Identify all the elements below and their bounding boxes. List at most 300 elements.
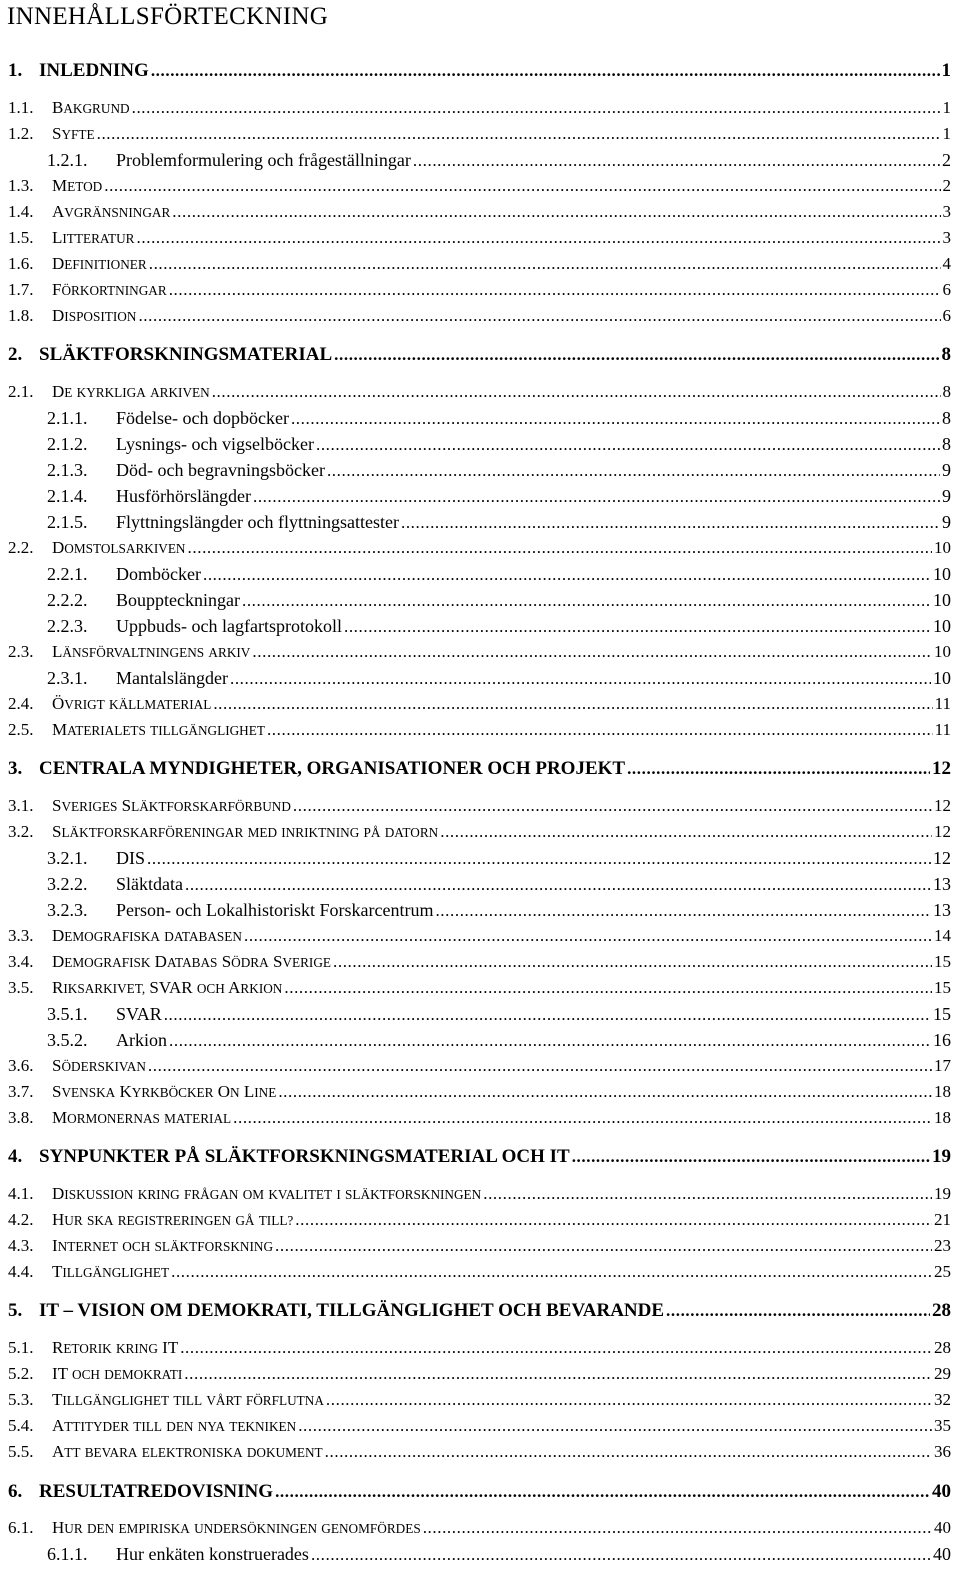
toc-entry-number: 1.3. (8, 176, 34, 195)
toc-entry-page: 40 (932, 1481, 951, 1502)
toc-entry-number: 2.3. (8, 642, 34, 661)
dot-leader (316, 435, 940, 455)
toc-entry-title: Död- och begravningsböcker (116, 460, 325, 480)
toc-entry-label (8, 1442, 323, 1463)
toc-entry-number: 3.5.2. (47, 1030, 88, 1050)
toc-entry-number: 2.3.1. (47, 668, 88, 688)
toc-entry-number: 2.2.1. (47, 564, 88, 584)
toc-entry[interactable] (0, 848, 960, 869)
toc-entry-number: 3.2.1. (47, 848, 88, 868)
toc-entry-label (47, 460, 325, 480)
dot-leader (293, 796, 932, 816)
toc-entry-label (8, 344, 332, 366)
toc-entry[interactable] (0, 1518, 960, 1539)
toc-entry-title: Lysnings- och vigselböcker (116, 434, 314, 454)
toc-entry-page: 8 (942, 382, 951, 401)
toc-entry-label (8, 1210, 293, 1231)
dot-leader (311, 1545, 931, 1565)
dot-leader (278, 1082, 932, 1102)
toc-entry[interactable] (0, 306, 960, 327)
toc-entry-number: 2.1.3. (47, 460, 88, 480)
dot-leader (275, 1481, 930, 1503)
dot-leader (164, 1005, 931, 1025)
toc-entry[interactable] (0, 60, 960, 82)
toc-entry[interactable] (0, 512, 960, 533)
toc-entry[interactable] (0, 1338, 960, 1359)
toc-entry-title: ATT BEVARA ELEKTRONISKA DOKUMENT (52, 1442, 323, 1461)
toc-entry-label (8, 952, 331, 973)
toc-entry-number: 5.2. (8, 1364, 34, 1383)
toc-entry[interactable] (0, 1030, 960, 1051)
toc-entry-number: 1.5. (8, 228, 34, 247)
toc-entry-title: IT OCH DEMOKRATI (52, 1364, 183, 1383)
toc-entry-title: DEFINITIONER (52, 254, 147, 273)
toc-entry-title: SLÄKTFORSKARFÖRENINGAR MED INRIKTNING PÅ DATORN (52, 822, 439, 841)
dot-leader (284, 978, 932, 998)
toc-entry-page: 9 (942, 486, 951, 506)
toc-entry[interactable] (0, 1442, 960, 1463)
toc-entry-title: IT – VISION OM DEMOKRATI, TILLGÄNGLIGHET OCH BEVARANDE (39, 1300, 665, 1321)
toc-entry-number: 2.2. (8, 538, 34, 557)
toc-entry[interactable] (0, 694, 960, 715)
toc-entry-title: FÖRKORTNINGAR (52, 280, 167, 299)
toc-entry-label (47, 900, 433, 920)
toc-entry-page: 15 (934, 978, 951, 997)
toc-entry[interactable] (0, 668, 960, 689)
toc-entry[interactable] (0, 344, 960, 366)
toc-entry[interactable] (0, 1364, 960, 1385)
toc-entry-label (8, 1338, 178, 1359)
toc-entry-page: 40 (934, 1518, 951, 1537)
toc-entry[interactable] (0, 538, 960, 559)
dot-leader (132, 98, 941, 118)
toc-entry[interactable] (0, 1481, 960, 1503)
toc-entry-page: 19 (932, 1146, 951, 1167)
toc-entry-number: 3. (8, 758, 23, 779)
toc-entry-number: 5. (8, 1300, 23, 1321)
toc-entry-page: 10 (933, 616, 951, 636)
toc-entry-page: 10 (934, 642, 951, 661)
toc-entry-title: SYFTE (52, 124, 95, 143)
dot-leader (180, 1338, 932, 1358)
toc-entry-number: 2.5. (8, 720, 34, 739)
toc-entry-title: Bouppteckningar (116, 590, 240, 610)
dot-leader (325, 1442, 932, 1462)
toc-entry-page: 12 (932, 758, 951, 779)
toc-entry-title: Problemformulering och frågeställningar (116, 150, 411, 170)
dot-leader (401, 513, 940, 533)
toc-entry-page: 35 (934, 1416, 951, 1435)
toc-entry-label (8, 1300, 664, 1322)
toc-entry-label (8, 1390, 324, 1411)
toc-entry-number: 1.2.1. (47, 150, 88, 170)
dot-leader (242, 591, 931, 611)
toc-entry-page: 15 (933, 1004, 951, 1024)
toc-entry-number: 1.6. (8, 254, 34, 273)
toc-entry-label (8, 254, 147, 275)
toc-entry[interactable] (0, 150, 960, 171)
toc-entry-number: 1. (8, 60, 23, 81)
toc-entry-label (8, 642, 250, 663)
toc-entry[interactable] (0, 822, 960, 843)
toc-entry-label (8, 176, 102, 197)
toc-entry-number: 1.7. (8, 280, 34, 299)
toc-entry[interactable] (0, 382, 960, 403)
toc-entry-number: 3.5.1. (47, 1004, 88, 1024)
toc-entry[interactable] (0, 952, 960, 973)
toc-entry[interactable] (0, 1300, 960, 1322)
toc-entry[interactable] (0, 1262, 960, 1283)
toc-entry-page: 17 (934, 1056, 951, 1075)
toc-entry-title: METOD (52, 176, 103, 195)
dot-leader (151, 60, 940, 82)
toc-entry-title: SÖDERSKIVAN (52, 1056, 146, 1075)
dot-leader (295, 1210, 932, 1230)
toc-entry-number: 2.1.5. (47, 512, 88, 532)
toc-entry-label (8, 280, 167, 301)
page-title: INNEHÅLLSFÖRTECKNING (7, 3, 329, 30)
toc-entry-title: Mantalslängder (116, 668, 228, 688)
dot-leader (413, 151, 940, 171)
toc-entry[interactable] (0, 460, 960, 481)
toc-entry-number: 5.3. (8, 1390, 34, 1409)
dot-leader (169, 1031, 931, 1051)
toc-entry-page: 18 (934, 1108, 951, 1127)
dot-leader (185, 875, 931, 895)
toc-entry-title: DEMOGRAFISKA DATABASEN (52, 926, 242, 945)
toc-entry-title: Husförhörslängder (116, 486, 251, 506)
toc-entry[interactable] (0, 796, 960, 817)
toc-entry-label (8, 978, 282, 999)
toc-entry-title: MORMONERNAS MATERIAL (52, 1108, 232, 1127)
toc-entry-title: SVERIGES SLÄKTFORSKARFÖRBUND (52, 796, 291, 815)
toc-entry[interactable] (0, 616, 960, 637)
toc-entry-page: 2 (942, 176, 951, 195)
toc-entry-number: 3.4. (8, 952, 34, 971)
toc-entry-title: Hur enkäten konstruerades (116, 1544, 309, 1564)
toc-entry-number: 5.1. (8, 1338, 34, 1357)
toc-entry-number: 3.8. (8, 1108, 34, 1127)
toc-entry-page: 21 (934, 1210, 951, 1229)
toc-entry-number: 4.2. (8, 1210, 34, 1229)
toc-entry-title: CENTRALA MYNDIGHETER, ORGANISATIONER OCH PROJEKT (39, 758, 626, 779)
toc-entry-page: 8 (941, 344, 951, 365)
toc-entry-label (8, 1364, 182, 1385)
toc-entry-label (8, 228, 135, 249)
toc-entry-number: 3.7. (8, 1082, 34, 1101)
toc-entry[interactable] (0, 1390, 960, 1411)
toc-entry[interactable] (0, 124, 960, 145)
toc-entry[interactable] (0, 720, 960, 741)
dot-leader (291, 409, 940, 429)
toc-entry[interactable] (0, 1236, 960, 1257)
toc-entry-page: 10 (933, 590, 951, 610)
toc-entry-label (8, 124, 95, 145)
toc-entry-label (8, 1518, 421, 1539)
toc-entry-page: 6 (942, 280, 951, 299)
toc-entry[interactable] (0, 1146, 960, 1168)
toc-entry-page: 10 (933, 564, 951, 584)
dot-leader (423, 1518, 932, 1538)
toc-entry-title: Uppbuds- och lagfartsprotokoll (116, 616, 342, 636)
toc-entry-title: RESULTATREDOVISNING (39, 1481, 274, 1502)
toc-entry-page: 15 (934, 952, 951, 971)
dot-leader (230, 669, 931, 689)
toc-entry-title: TILLGÄNGLIGHET (52, 1262, 170, 1281)
toc-entry-page: 18 (934, 1082, 951, 1101)
toc-entry-title: BAKGRUND (52, 98, 130, 117)
toc-entry-label (8, 1481, 273, 1503)
toc-entry-page: 32 (934, 1390, 951, 1409)
toc-entry-title: MATERIALETS TILLGÄNGLIGHET (52, 720, 265, 739)
toc-entry-page: 3 (942, 228, 951, 247)
toc-entry-page: 12 (933, 848, 951, 868)
dot-leader (104, 176, 940, 196)
toc-entry-number: 4.3. (8, 1236, 34, 1255)
toc-entry-label (47, 848, 145, 868)
toc-entry[interactable] (0, 1544, 960, 1565)
toc-entry-page: 6 (942, 306, 951, 325)
toc-entry-label (47, 512, 399, 532)
toc-entry[interactable] (0, 1210, 960, 1231)
toc-entry-label (47, 616, 342, 636)
toc-entry[interactable] (0, 1056, 960, 1077)
toc-entry-label (47, 590, 240, 610)
toc-entry-page: 2 (942, 150, 951, 170)
dot-leader (440, 822, 932, 842)
toc-entry-label (8, 796, 291, 817)
toc-entry[interactable] (0, 434, 960, 455)
toc-entry-page: 9 (942, 460, 951, 480)
dot-leader (483, 1184, 932, 1204)
toc-entry-number: 2.1.2. (47, 434, 88, 454)
toc-entry-label (8, 1236, 273, 1257)
dot-leader (275, 1236, 932, 1256)
toc-entry[interactable] (0, 1082, 960, 1103)
toc-entry-title: ATTITYDER TILL DEN NYA TEKNIKEN (52, 1416, 297, 1435)
toc-entry[interactable] (0, 758, 960, 780)
toc-entry-number: 1.2. (8, 124, 34, 143)
toc-entry-page: 11 (934, 720, 951, 739)
toc-entry[interactable] (0, 280, 960, 301)
toc-entry-label (47, 434, 314, 454)
toc-entry-title: DE KYRKLIGA ARKIVEN (52, 382, 210, 401)
toc-entry-number: 5.5. (8, 1442, 34, 1461)
toc-entry-label (47, 668, 228, 688)
toc-entry-title: DIS (116, 848, 146, 868)
toc-entry-title: DISPOSITION (52, 306, 137, 325)
toc-entry-label (47, 150, 411, 170)
toc-entry-title: SVAR (116, 1004, 162, 1024)
dot-leader (333, 952, 932, 972)
toc-entry-label (8, 926, 242, 947)
toc-entry-page: 3 (942, 202, 951, 221)
dot-leader (253, 487, 940, 507)
toc-entry[interactable] (0, 228, 960, 249)
toc-entry-page: 1 (942, 98, 951, 117)
dot-leader (203, 565, 931, 585)
toc-entry[interactable] (0, 590, 960, 611)
toc-entry-title: RETORIK KRING IT (52, 1338, 179, 1357)
toc-entry-label (8, 1416, 296, 1437)
toc-entry-title: Släktdata (116, 874, 183, 894)
toc-entry-page: 10 (933, 668, 951, 688)
toc-entry-number: 3.3. (8, 926, 34, 945)
toc-entry-title: Person- och Lokalhistoriskt Forskarcentrum (116, 900, 434, 920)
dot-leader (435, 901, 931, 921)
toc-entry-title: AVGRÄNSNINGAR (52, 202, 171, 221)
toc-entry-label (8, 98, 130, 119)
toc-entry[interactable] (0, 1416, 960, 1437)
dot-leader (172, 202, 940, 222)
toc-entry-number: 2.2.3. (47, 616, 88, 636)
toc-entry-number: 2. (8, 344, 23, 365)
dot-leader (171, 1262, 932, 1282)
toc-entry[interactable] (0, 564, 960, 585)
toc-entry[interactable] (0, 926, 960, 947)
dot-leader (233, 1108, 932, 1128)
toc-entry-page: 9 (942, 512, 951, 532)
toc-entry-label (47, 564, 201, 584)
toc-entry-number: 3.2.2. (47, 874, 88, 894)
toc-entry-number: 3.6. (8, 1056, 34, 1075)
toc-entry-number: 5.4. (8, 1416, 34, 1435)
dot-leader (169, 280, 941, 300)
toc-entry-number: 4.1. (8, 1184, 34, 1203)
dot-leader (97, 124, 941, 144)
toc-entry-title: ÖVRIGT KÄLLMATERIAL (52, 694, 212, 713)
toc-entry-label (8, 382, 210, 403)
toc-entry-label (47, 408, 289, 428)
toc-entry-title: DOMSTOLSARKIVEN (52, 538, 186, 557)
dot-leader (188, 538, 932, 558)
toc-entry-page: 25 (934, 1262, 951, 1281)
toc-entry[interactable] (0, 202, 960, 223)
toc-entry[interactable] (0, 176, 960, 197)
toc-entry-number: 6.1. (8, 1518, 34, 1537)
toc-entry-page: 19 (934, 1184, 951, 1203)
toc-entry-label (47, 1030, 167, 1050)
toc-entry-page: 29 (934, 1364, 951, 1383)
toc-entry-number: 3.1. (8, 796, 34, 815)
dot-leader (326, 1390, 932, 1410)
toc-entry-title: Flyttningslängder och flyttningsattester (116, 512, 399, 532)
toc-entry-number: 2.2.2. (47, 590, 88, 610)
toc-entry-number: 1.1. (8, 98, 34, 117)
toc-entry-label (8, 306, 136, 327)
toc-entry[interactable] (0, 642, 960, 663)
toc-entry[interactable] (0, 254, 960, 275)
toc-entry-label (8, 60, 149, 82)
toc-entry-label (8, 720, 265, 741)
toc-entry-number: 3.2. (8, 822, 34, 841)
dot-leader (666, 1300, 930, 1322)
toc-entry-title: DEMOGRAFISK DATABAS SÖDRA SVERIGE (52, 952, 331, 971)
toc-entry-number: 3.2.3. (47, 900, 88, 920)
toc-entry-page: 12 (934, 822, 951, 841)
toc-entry-page: 14 (934, 926, 951, 945)
toc-entry-number: 2.4. (8, 694, 34, 713)
dot-leader (327, 461, 940, 481)
toc-entry-title: LÄNSFÖRVALTNINGENS ARKIV (52, 642, 251, 661)
toc-entry-title: Födelse- och dopböcker (116, 408, 289, 428)
toc-entry[interactable] (0, 98, 960, 119)
toc-entry-page: 10 (934, 538, 951, 557)
toc-entry-title: DISKUSSION KRING FRÅGAN OM KVALITET I SLÄKTFORSKNINGEN (52, 1184, 482, 1203)
toc-entry-page: 36 (934, 1442, 951, 1461)
toc-entry-page: 23 (934, 1236, 951, 1255)
toc-entry-label (8, 758, 625, 780)
dot-leader (572, 1146, 930, 1168)
toc-entry-label (47, 486, 251, 506)
toc-entry[interactable] (0, 1184, 960, 1205)
dot-leader (244, 926, 932, 946)
toc-entry-label (8, 202, 170, 223)
dot-leader (184, 1364, 932, 1384)
toc-entry-number: 2.1.4. (47, 486, 88, 506)
toc-entry-label (8, 1262, 169, 1283)
toc-entry-page: 1 (942, 124, 951, 143)
toc-entry-number: 2.1.1. (47, 408, 88, 428)
toc-entry-page: 13 (933, 900, 951, 920)
toc-entry-title: LITTERATUR (52, 228, 135, 247)
toc-entry-label (8, 1146, 570, 1168)
toc-entry-number: 1.8. (8, 306, 34, 325)
toc-entry-label (8, 1184, 481, 1205)
toc-entry-page: 13 (933, 874, 951, 894)
toc-entry-number: 3.5. (8, 978, 34, 997)
toc-entry-title: Domböcker (116, 564, 201, 584)
toc-entry-title: Arkion (116, 1030, 167, 1050)
dot-leader (149, 254, 941, 274)
toc-entry-page: 8 (942, 408, 951, 428)
toc-entry-title: HUR DEN EMPIRISKA UNDERSÖKNINGEN GENOMFÖRDES (52, 1518, 421, 1537)
toc-entry-page: 4 (942, 254, 951, 273)
toc-entry[interactable] (0, 978, 960, 999)
toc-entry-label (47, 1544, 309, 1564)
toc-entry[interactable] (0, 874, 960, 895)
dot-leader (213, 694, 932, 714)
toc-entry-number: 6.1.1. (47, 1544, 88, 1564)
toc-entry-page: 16 (933, 1030, 951, 1050)
toc-entry-label (8, 1108, 231, 1129)
toc-entry[interactable] (0, 408, 960, 429)
toc-entry-number: 4. (8, 1146, 23, 1167)
toc-entry[interactable] (0, 900, 960, 921)
toc-entry[interactable] (0, 1108, 960, 1129)
toc-entry-label (8, 538, 186, 559)
toc-entry-page: 28 (932, 1300, 951, 1321)
toc-entry-title: SYNPUNKTER PÅ SLÄKTFORSKNINGSMATERIAL OCH IT (39, 1146, 570, 1167)
toc-entry[interactable] (0, 1004, 960, 1025)
dot-leader (627, 758, 930, 780)
toc-entry[interactable] (0, 486, 960, 507)
toc-entry-title: INLEDNING (39, 60, 149, 81)
toc-entry-number: 6. (8, 1481, 23, 1502)
toc-entry-label (8, 1056, 146, 1077)
toc-entry-page: 12 (934, 796, 951, 815)
dot-leader (212, 382, 941, 402)
toc-entry-label (8, 822, 438, 843)
toc-entry-page: 11 (934, 694, 951, 713)
dot-leader (147, 849, 931, 869)
toc-entry-page: 28 (934, 1338, 951, 1357)
toc-entry-title: TILLGÄNGLIGHET TILL VÅRT FÖRFLUTNA (52, 1390, 324, 1409)
dot-leader (334, 344, 939, 366)
toc-entry-number: 4.4. (8, 1262, 34, 1281)
dot-leader (137, 228, 941, 248)
dot-leader (344, 617, 931, 637)
